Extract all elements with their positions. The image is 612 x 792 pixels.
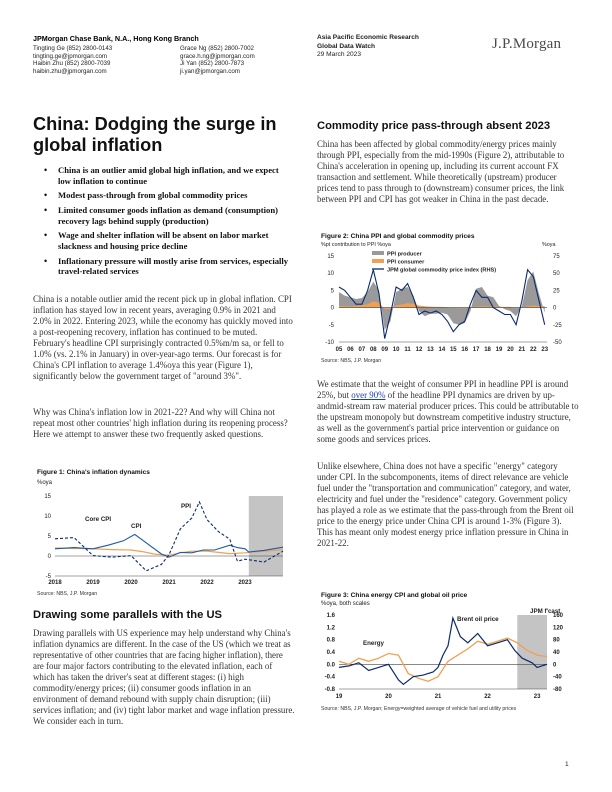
publication-date: 29 March 2023 bbox=[317, 51, 361, 59]
firm-name: JPMorgan Chase Bank, N.A., Hong Kong Branch bbox=[33, 34, 199, 43]
bullet-item: • Modest pass-through from global commodity prices bbox=[44, 190, 292, 201]
figure-2-left-unit: %pt contribution to PPI %oya bbox=[321, 242, 391, 248]
y-tick-label-left: -0.4 bbox=[324, 674, 335, 681]
page-title: China: Dodging the surge in global inflation bbox=[33, 114, 277, 155]
x-tick-label: 23 bbox=[541, 347, 549, 353]
x-tick-label: 09 bbox=[381, 347, 389, 353]
y-tick-label-left: 0 bbox=[330, 305, 334, 312]
x-tick-label: 22 bbox=[529, 347, 537, 353]
y-tick-label-left: 1.2 bbox=[326, 625, 335, 632]
contact-email[interactable]: ji.yan@jpmorgan.com bbox=[180, 67, 240, 75]
over-90-link[interactable]: over 90% bbox=[351, 389, 386, 400]
page-number: 1 bbox=[565, 761, 569, 768]
y-tick-label-left: -10 bbox=[325, 340, 334, 346]
x-tick-label: 05 bbox=[335, 347, 343, 353]
y-tick-label-right: -80 bbox=[553, 687, 562, 693]
y-tick-label-left: -5 bbox=[328, 322, 334, 329]
y-tick-label: -5 bbox=[45, 574, 51, 580]
x-tick-label: 08 bbox=[369, 347, 377, 353]
x-tick-label: 19 bbox=[335, 694, 343, 700]
figure-2-right-unit: %oya bbox=[542, 242, 556, 248]
bullet-item: • Inflationary pressure will mostly arise from services, especially travel-related services bbox=[44, 256, 292, 277]
x-tick-label: 2021 bbox=[162, 580, 176, 586]
y-tick-label-right: 50 bbox=[553, 271, 560, 278]
x-tick-label: 10 bbox=[392, 347, 400, 353]
legend-swatch bbox=[372, 259, 384, 263]
contacts-mid bbox=[180, 45, 255, 75]
publication-name: Global Data Watch bbox=[317, 42, 376, 50]
x-tick-label: 12 bbox=[415, 347, 423, 353]
x-tick-label: 20 bbox=[507, 347, 514, 353]
contact-line: Haibin Zhu (852) 2800-7039 bbox=[33, 60, 111, 68]
legend-label: JPM global commodity price index (RHS) bbox=[387, 267, 497, 274]
x-tick-label: 11 bbox=[404, 347, 411, 353]
y-tick-label-left: -0.8 bbox=[324, 687, 335, 693]
series-name: Asia Pacific Economic Research bbox=[317, 34, 419, 41]
x-tick-label: 18 bbox=[484, 347, 491, 353]
figure-2-title: Figure 2: China PPI and global commodity prices bbox=[321, 233, 475, 240]
figure-3-chart bbox=[317, 605, 579, 705]
y-tick-label: 5 bbox=[47, 534, 51, 540]
series-label-ppi: PPI bbox=[181, 503, 191, 510]
x-tick-label: 2019 bbox=[86, 580, 100, 586]
y-tick-label: 0 bbox=[47, 554, 51, 560]
legend-label: PPI producer bbox=[387, 251, 422, 258]
bullet-item: • Wage and shelter inflation will be absent on labor market slackness and housing price decline bbox=[44, 230, 292, 251]
y-tick-label-left: 10 bbox=[327, 271, 334, 278]
y-tick-label-left: 0.4 bbox=[326, 650, 335, 656]
x-tick-label: 14 bbox=[438, 347, 446, 353]
para2-text-pre: We estimate that the weight of consumer PPI in headline PPI is around 25%, but bbox=[317, 379, 569, 400]
series-label-cpi: CPI bbox=[131, 523, 142, 530]
us-paragraph: Drawing parallels with US experience may help understand why China's inflation dynamics are different. In the case of the US (which we treat as representative of other countries that are facing higher inflation), there are four major factors contributing to the elevated inflation, each of which has taken the driver's seat at different stages: (i) high commodity/energy prices; (ii) consumer goods inflation in an environment of demand rebound with supply chain disruption; (iii) services inflation; and (iv) tight labor market and wage inflation pressure. We consider each in turn. bbox=[33, 628, 295, 726]
figure-3-title: Figure 3: China energy CPI and global oil price bbox=[321, 592, 468, 599]
y-tick-label-right: 0 bbox=[553, 662, 557, 669]
section-heading-us: Drawing some parallels with the US bbox=[33, 609, 222, 621]
x-tick-label: 06 bbox=[347, 347, 354, 353]
figure-3-unit: %oya, both scales bbox=[321, 601, 370, 607]
intro-paragraph: China is a notable outlier amid the recent pick up in global inflation. CPI inflation has stayed low in recent years, averaging 0.9% in 2021 and 2.0% in 2022. Entering 2023, while the economy has quickly moved into a post-reopening recovery, inflation has continued to be muted. February's headline CPI surprisingly contracted 0.5%m/m sa, or fell to 1.0% (vs. 2.1% in January) in over-year-ago terms. Our forecast is for China's CPI inflation to average 1.4%oya this year (Figure 1), significantly below the government target of "around 3%". bbox=[33, 294, 293, 381]
x-tick-label: 2022 bbox=[200, 580, 214, 586]
y-tick-label-right: 75 bbox=[553, 254, 560, 260]
figure-3-source: Source: NBS, J.P. Morgan; Energy=weighted average of vehicle fuel and utility prices bbox=[321, 706, 517, 712]
contact-email[interactable]: tingting.ge@jpmorgan.com bbox=[33, 52, 108, 60]
series-label-brent: Brent oil price bbox=[457, 616, 499, 623]
figure-2-chart bbox=[317, 248, 579, 358]
x-tick-label: 2023 bbox=[238, 580, 252, 586]
x-tick-label: 22 bbox=[484, 694, 491, 700]
x-tick-label: 21 bbox=[518, 347, 526, 353]
y-tick-label-right: 80 bbox=[553, 637, 560, 644]
contact-line: Ji Yan (852) 2800-7873 bbox=[180, 60, 245, 68]
x-tick-label: 2020 bbox=[124, 580, 138, 586]
jpmorgan-logo: J.P.Morgan bbox=[492, 36, 562, 52]
contact-line: Grace Ng (852) 2800-7002 bbox=[180, 45, 254, 52]
forecast-shade bbox=[517, 615, 547, 689]
x-tick-label: 20 bbox=[385, 694, 392, 700]
y-tick-label-right: -50 bbox=[553, 340, 562, 346]
x-tick-label: 19 bbox=[495, 347, 503, 353]
y-tick-label-left: 0.0 bbox=[326, 662, 335, 669]
x-tick-label: 07 bbox=[358, 347, 366, 353]
figure-1-source: Source: NBS, J.P. Morgan bbox=[37, 591, 98, 597]
y-tick-label: 15 bbox=[44, 494, 51, 500]
series-label-energy: Energy bbox=[363, 640, 384, 647]
series-label-core-cpi: Core CPI bbox=[85, 516, 112, 523]
contacts-left bbox=[33, 45, 112, 75]
y-tick-label-left: 0.8 bbox=[326, 637, 335, 644]
y-tick-label-left: 15 bbox=[327, 254, 334, 260]
bullet-item: • Limited consumer goods inflation as demand (consumption) recovery lags behind supply (production) bbox=[44, 205, 292, 226]
figure-1-unit: %oya bbox=[37, 480, 53, 486]
figure-2-source: Source: NBS, J.P. Morgan bbox=[321, 358, 382, 364]
figure-1-title: Figure 1: China's inflation dynamics bbox=[37, 469, 150, 476]
contact-email[interactable]: grace.h.ng@jpmorgan.com bbox=[180, 52, 255, 60]
y-tick-label-left: 1.6 bbox=[326, 613, 335, 619]
y-tick-label-right: -40 bbox=[553, 674, 562, 681]
x-tick-label: 13 bbox=[427, 347, 434, 353]
x-tick-label: 16 bbox=[461, 347, 469, 353]
commodity-paragraph-3: Unlike elsewhere, China does not have a specific "energy" category under CPI. In the subcomponents, items of direct relevance are vehicle fuel under the "transportation and communication" category, and water, electricity and fuel under the "residence" category. Government policy has played a role as we estimate that the pass-through from the Brent oil price to the energy price under China CPI is around 1-3% (Figure 3). This has meant only modest energy price inflation pressure in China in 2021-22. bbox=[317, 461, 574, 548]
series-line-brent bbox=[339, 618, 547, 684]
forecast-shade bbox=[249, 496, 283, 576]
commodity-paragraph-2 bbox=[317, 379, 579, 445]
y-tick-label-right: 160 bbox=[553, 613, 564, 619]
questions-paragraph: Why was China's inflation low in 2021-22? And why will China not repeat most other countries' high inflation during its reopening process? Here we attempt to answer these two frequently asked questions. bbox=[33, 407, 288, 439]
y-tick-label-right: 25 bbox=[553, 288, 560, 295]
contact-email[interactable]: haibin.zhu@jpmorgan.com bbox=[33, 67, 107, 75]
publication-info bbox=[317, 34, 419, 60]
contact-line: Tingting Ge (852) 2800-0143 bbox=[33, 45, 113, 52]
y-tick-label-right: 120 bbox=[553, 625, 564, 632]
y-tick-label-right: 0 bbox=[553, 305, 557, 312]
commodity-paragraph-1: China has been affected by global commodity/energy prices mainly through PPI, especially from the mid-1990s (Figure 2), attributable to China's acceleration in opening up, including its current account FX transaction and settlement. While theoretically (upstream) producer prices tend to pass through to (downstream) consumer prices, the link between PPI and CPI has got weaker in China in the past decade. bbox=[317, 139, 565, 204]
legend-label: PPI consumer bbox=[387, 259, 425, 266]
y-tick-label: 10 bbox=[44, 514, 51, 520]
figure-1-chart bbox=[33, 488, 291, 590]
bullet-item: • China is an outlier amid global high inflation, and we expect low inflation to continue bbox=[44, 165, 292, 186]
y-tick-label-right: -25 bbox=[553, 322, 562, 329]
x-tick-label: 2018 bbox=[48, 580, 62, 586]
y-tick-label-left: 5 bbox=[330, 288, 334, 295]
key-points bbox=[44, 165, 292, 281]
x-tick-label: 21 bbox=[434, 694, 442, 700]
x-tick-label: 15 bbox=[449, 347, 457, 353]
para2-text-post: of the headline PPI dynamics are driven by up- andmid-stream raw material producer prices. This could be attributable to the upstream monopoly but downstream competitive industry structure, as well as the government's partial price intervention or guidance on some goods and services prices. bbox=[317, 389, 579, 444]
x-tick-label: 17 bbox=[472, 347, 480, 353]
legend-swatch bbox=[372, 251, 384, 255]
forecast-annotation: JPM f'cast bbox=[530, 608, 561, 615]
section-heading-commodity: Commodity price pass-through absent 2023 bbox=[317, 120, 551, 132]
x-tick-label: 23 bbox=[533, 694, 541, 700]
y-tick-label-right: 40 bbox=[553, 650, 560, 656]
